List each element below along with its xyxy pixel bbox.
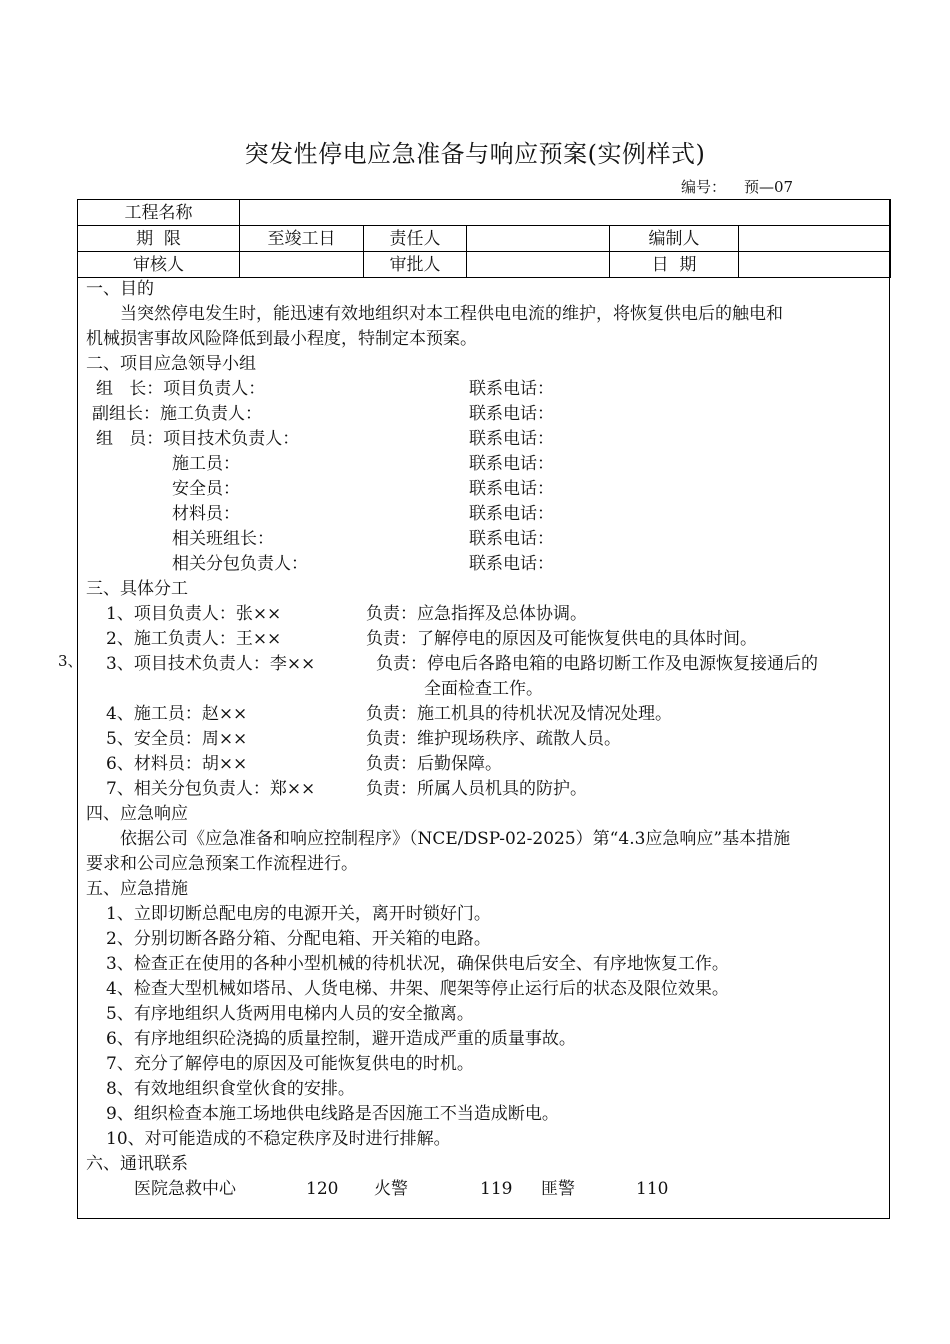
duty-desc: 负责：施工机具的待机状况及情况处理。 bbox=[366, 704, 672, 724]
duty-desc: 负责：所属人员机具的防护。 bbox=[366, 779, 587, 799]
team-deputy: 副组长：施工负责人： bbox=[92, 404, 262, 424]
header-row-project bbox=[78, 200, 891, 226]
doc-number-label: 编号： bbox=[681, 178, 727, 196]
section-measures-heading: 五、应急措施 bbox=[86, 879, 188, 899]
phone-label: 联系电话： bbox=[469, 454, 554, 474]
team-member-safety: 安全员： bbox=[172, 479, 240, 499]
team-member-crew-leader: 相关班组长： bbox=[172, 529, 274, 549]
team-member-subcontractor: 相关分包负责人： bbox=[172, 554, 308, 574]
measure-item: 7、充分了解停电的原因及可能恢复供电的时机。 bbox=[106, 1054, 474, 1074]
phone-label: 联系电话： bbox=[469, 554, 554, 574]
reviewer-value[interactable] bbox=[240, 252, 364, 278]
responsible-value[interactable] bbox=[467, 226, 610, 252]
phone-label: 联系电话： bbox=[469, 504, 554, 524]
fire-label: 火警 bbox=[374, 1179, 408, 1199]
responsible-label: 责任人 bbox=[364, 226, 467, 252]
section-duties-heading: 三、具体分工 bbox=[86, 579, 188, 599]
hospital-label: 医院急救中心 bbox=[134, 1179, 236, 1199]
duty-who: 6、材料员：胡×× bbox=[106, 754, 248, 774]
duty-who: 2、施工负责人：王×× bbox=[106, 629, 282, 649]
measure-item: 2、分别切断各路分箱、分配电箱、开关箱的电路。 bbox=[106, 929, 491, 949]
section-team-heading: 二、项目应急领导小组 bbox=[86, 354, 256, 374]
duty-desc: 负责：后勤保障。 bbox=[366, 754, 502, 774]
duty-desc: 负责：了解停电的原因及可能恢复供电的具体时间。 bbox=[366, 629, 757, 649]
phone-label: 联系电话： bbox=[469, 379, 554, 399]
period-label: 期 限 bbox=[78, 226, 240, 252]
duty-who: 4、施工员：赵×× bbox=[106, 704, 248, 724]
duty-desc: 负责：维护现场秩序、疏散人员。 bbox=[366, 729, 621, 749]
phone-label: 联系电话： bbox=[469, 429, 554, 449]
section-response-heading: 四、应急响应 bbox=[86, 804, 188, 824]
team-member-construction: 施工员： bbox=[172, 454, 240, 474]
document-title: 突发性停电应急准备与响应预案(实例样式) bbox=[244, 140, 706, 168]
document-number bbox=[681, 176, 793, 197]
measure-item: 6、有序地组织砼浇捣的质量控制，避开造成严重的质量事故。 bbox=[106, 1029, 576, 1049]
period-value: 至竣工日 bbox=[240, 226, 364, 252]
measure-item: 10、对可能造成的不稳定秩序及时进行排解。 bbox=[106, 1129, 451, 1149]
date-label: 日 期 bbox=[610, 252, 739, 278]
header-row-period bbox=[78, 226, 891, 252]
police-label: 匪警 bbox=[541, 1179, 575, 1199]
fire-number: 119 bbox=[480, 1179, 513, 1199]
phone-label: 联系电话： bbox=[469, 529, 554, 549]
measure-item: 3、检查正在使用的各种小型机械的待机状况，确保供电后安全、有序地恢复工作。 bbox=[106, 954, 729, 974]
approver-label: 审批人 bbox=[364, 252, 467, 278]
measure-item: 9、组织检查本施工场地供电线路是否因施工不当造成断电。 bbox=[106, 1104, 559, 1124]
author-label: 编制人 bbox=[610, 226, 739, 252]
measure-item: 4、检查大型机械如塔吊、人货电梯、井架、爬架等停止运行后的状态及限位效果。 bbox=[106, 979, 729, 999]
response-text-line-1: 依据公司《应急准备和响应控制程序》（NCE/DSP-02-2025）第“4.3应急响应”基本措施 bbox=[120, 829, 791, 849]
response-text-line-2: 要求和公司应急预案工作流程进行。 bbox=[86, 854, 358, 874]
section-purpose-heading: 一、目的 bbox=[86, 279, 154, 299]
duty-who: 5、安全员：周×× bbox=[106, 729, 248, 749]
measure-item: 1、立即切断总配电房的电源开关，离开时锁好门。 bbox=[106, 904, 491, 924]
project-name-value[interactable] bbox=[240, 200, 891, 226]
purpose-text-line-2: 机械损害事故风险降低到最小程度，特制定本预案。 bbox=[86, 329, 477, 349]
measure-item: 8、有效地组织食堂伙食的安排。 bbox=[106, 1079, 355, 1099]
margin-note: 3、 bbox=[58, 652, 83, 670]
phone-label: 联系电话： bbox=[469, 479, 554, 499]
reviewer-label: 审核人 bbox=[78, 252, 240, 278]
hospital-number: 120 bbox=[306, 1179, 339, 1199]
duty-who: 1、项目负责人：张×× bbox=[106, 604, 282, 624]
doc-number-value: 预—07 bbox=[744, 178, 794, 196]
header-row-review bbox=[78, 252, 891, 278]
author-value[interactable] bbox=[739, 226, 891, 252]
header-table bbox=[77, 199, 891, 278]
measure-item: 5、有序地组织人货两用电梯内人员的安全撤离。 bbox=[106, 1004, 474, 1024]
phone-label: 联系电话： bbox=[469, 404, 554, 424]
police-number: 110 bbox=[636, 1179, 669, 1199]
duty-desc: 负责：停电后各路电箱的电路切断工作及电源恢复接通后的 bbox=[376, 654, 818, 674]
duty-desc: 负责：应急指挥及总体协调。 bbox=[366, 604, 587, 624]
duty-who: 7、相关分包负责人：郑×× bbox=[106, 779, 316, 799]
project-name-label: 工程名称 bbox=[78, 200, 240, 226]
section-contacts-heading: 六、通讯联系 bbox=[86, 1154, 188, 1174]
approver-value[interactable] bbox=[467, 252, 610, 278]
team-member: 组 员：项目技术负责人： bbox=[96, 429, 300, 449]
duty-desc-continued: 全面检查工作。 bbox=[424, 679, 543, 699]
date-value[interactable] bbox=[739, 252, 891, 278]
purpose-text-line-1: 当突然停电发生时，能迅速有效地组织对本工程供电电流的维护，将恢复供电后的触电和 bbox=[120, 304, 783, 324]
team-member-materials: 材料员： bbox=[172, 504, 240, 524]
team-leader: 组 长：项目负责人： bbox=[96, 379, 266, 399]
duty-who: 3、项目技术负责人：李×× bbox=[106, 654, 316, 674]
